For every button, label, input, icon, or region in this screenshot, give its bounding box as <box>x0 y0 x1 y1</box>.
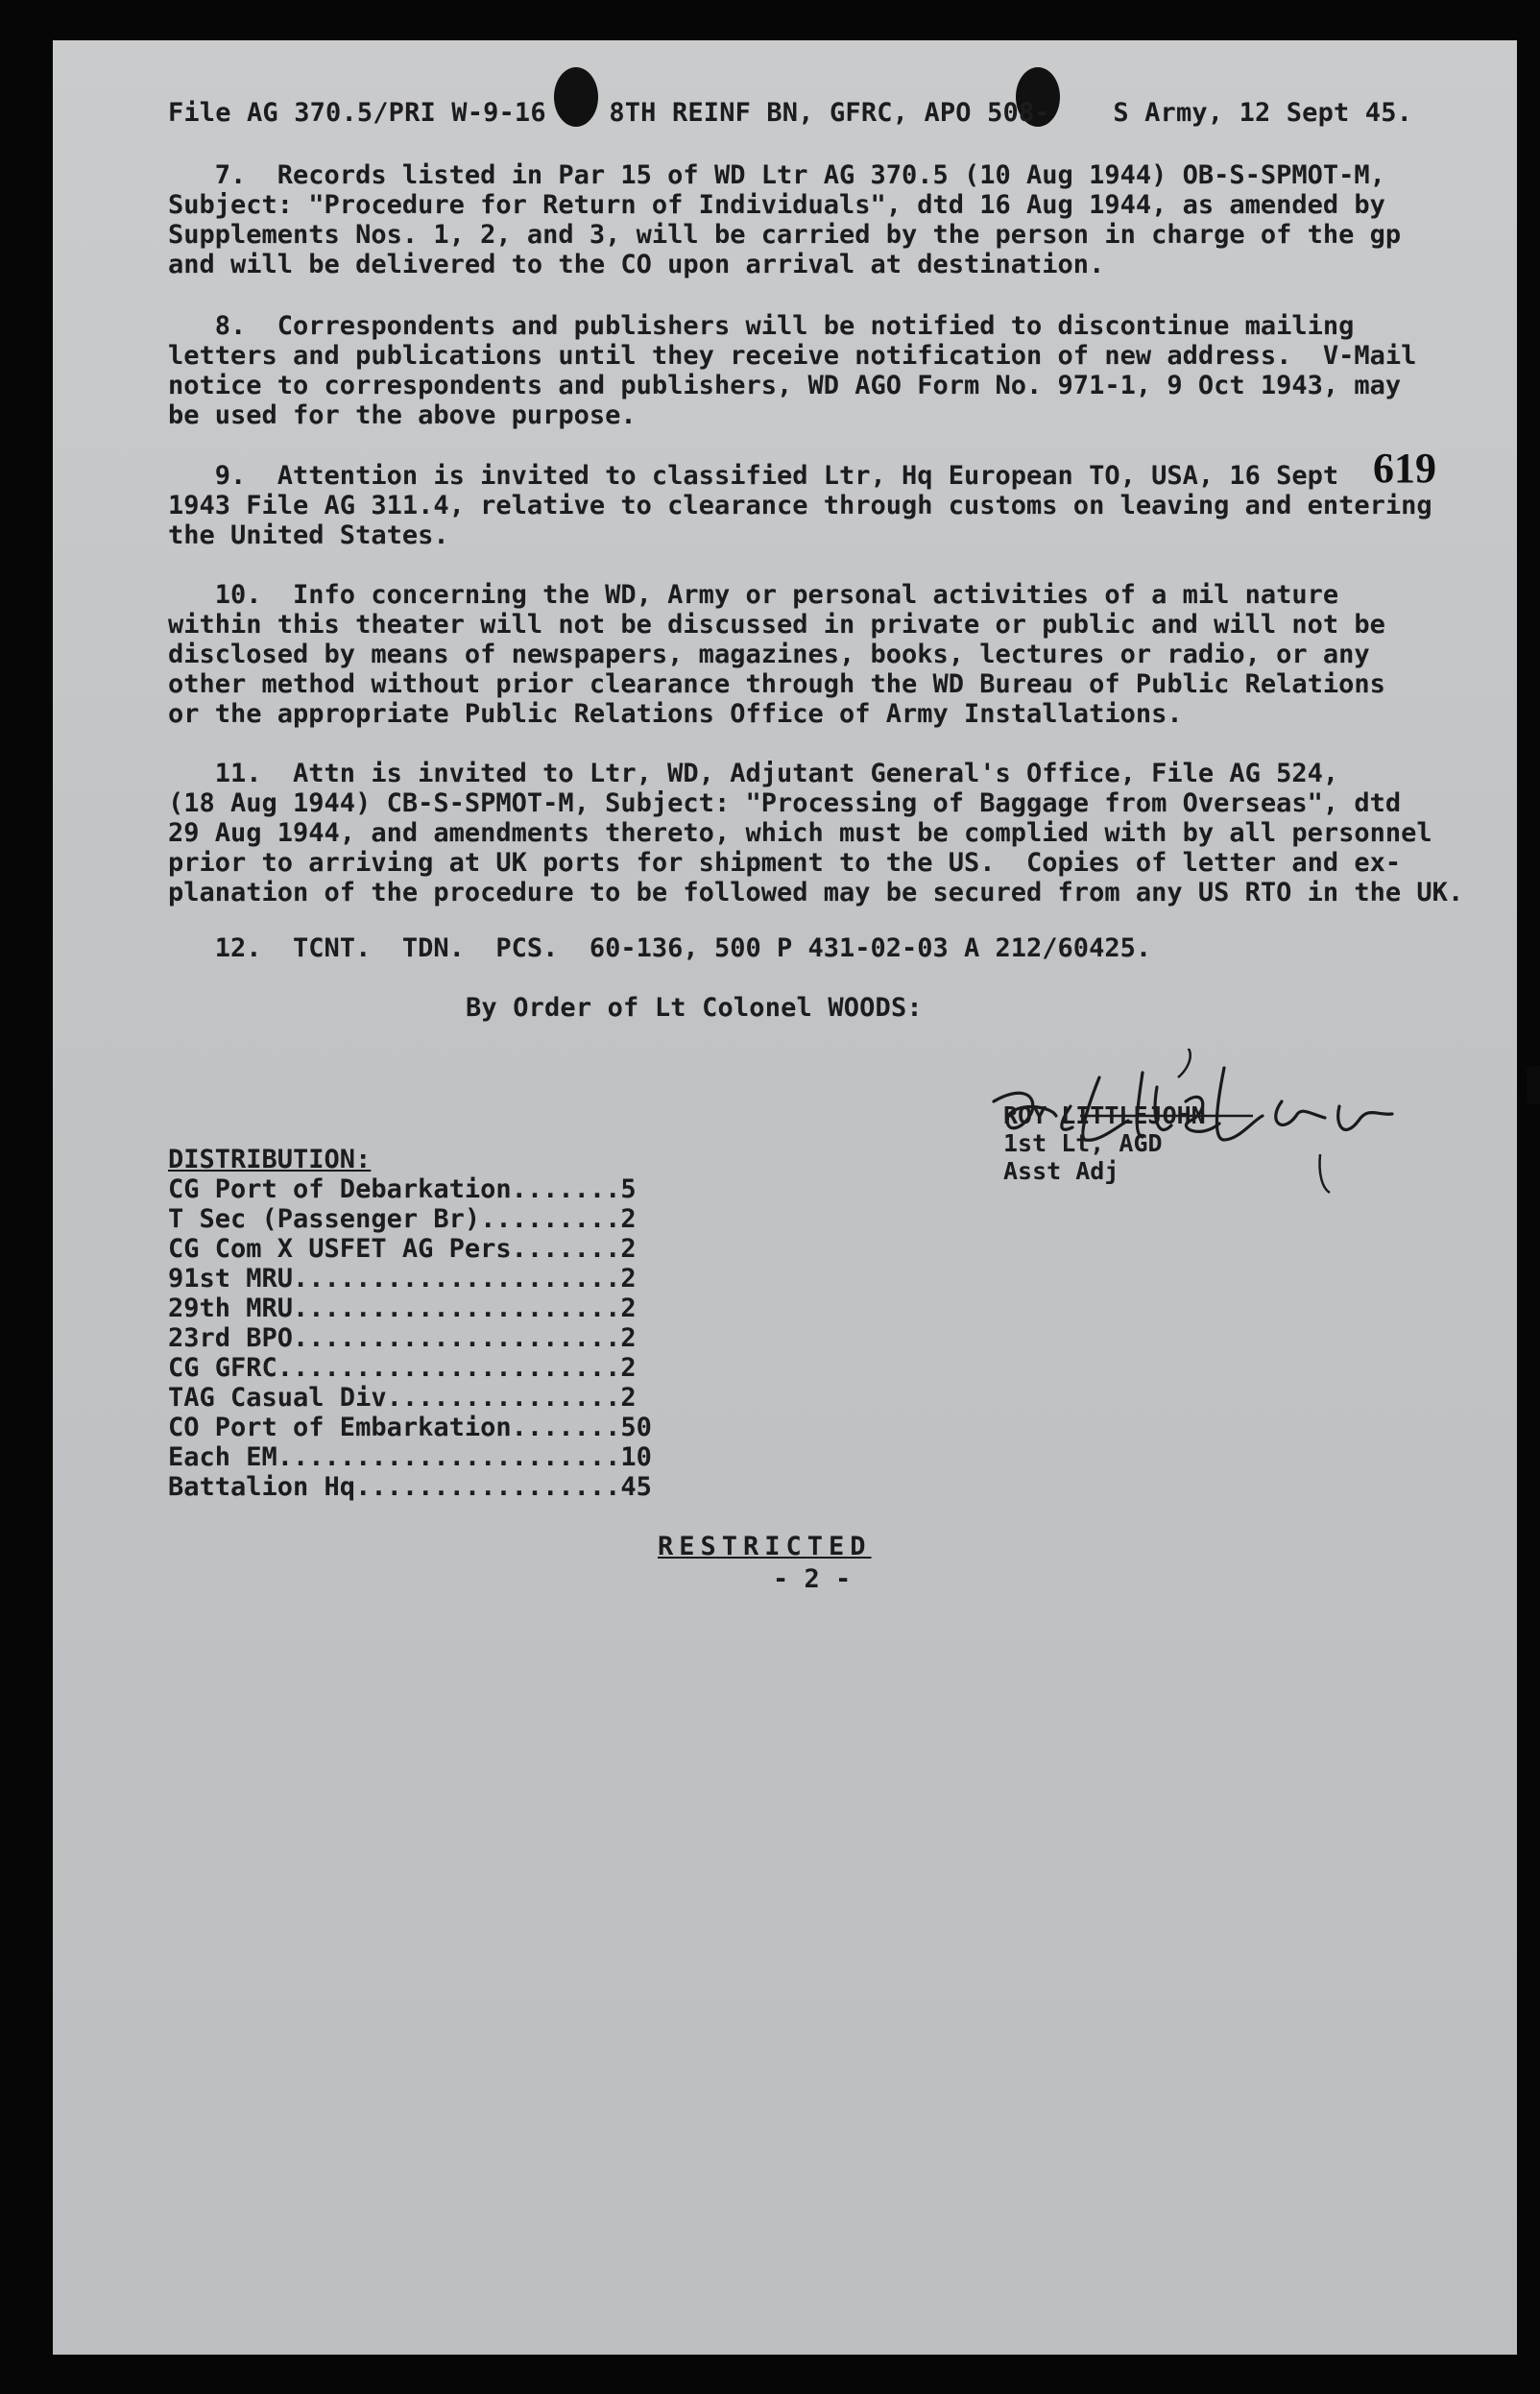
paragraph-line: 29 Aug 1944, and amendments thereto, which must be complied with by all personnel <box>168 818 1432 848</box>
file-header-line: File AG 370.5/PRI W-9-16 8TH REINF BN, GFRC, APO 508- S Army, 12 Sept 45. <box>168 98 1413 128</box>
paragraph-line: prior to arriving at UK ports for shipment to the US. Copies of letter and ex- <box>168 848 1402 878</box>
signature-block <box>965 1049 1445 1202</box>
paragraph-line: and will be delivered to the CO upon arrival at destination. <box>168 250 1105 279</box>
paragraph-line: 10. Info concerning the WD, Army or personal activities of a mil nature <box>168 580 1339 610</box>
paragraph-12 <box>168 933 1455 963</box>
distribution-row: CG Port of Debarkation.......5 <box>168 1174 637 1204</box>
paragraph-line: 9. Attention is invited to classified Ltr, Hq European TO, USA, 16 Sept <box>168 461 1339 491</box>
paragraph-11 <box>168 759 1464 907</box>
classification-marking: RESTRICTED <box>658 1532 872 1561</box>
signer-name: ROY LITTLEJOHN <box>1003 1101 1206 1129</box>
paragraph-line: 1943 File AG 311.4, relative to clearance through customs on leaving and entering <box>168 491 1432 520</box>
paragraph-8 <box>168 311 1455 430</box>
paragraph-9 <box>168 461 1455 550</box>
paragraph-10 <box>168 580 1455 729</box>
paragraph-7 <box>168 160 1455 279</box>
paragraph-line: within this theater will not be discussed in private or public and will not be <box>168 610 1385 640</box>
paragraph-line: disclosed by means of newspapers, magazines, books, lectures or radio, or any <box>168 640 1370 669</box>
distribution-row: Battalion Hq.................45 <box>168 1472 652 1502</box>
paragraph-line: be used for the above purpose. <box>168 400 637 430</box>
distribution-row: 29th MRU.....................2 <box>168 1294 637 1323</box>
paragraph-line: Supplements Nos. 1, 2, and 3, will be carried by the person in charge of the gp <box>168 220 1402 250</box>
paragraph-line: 7. Records listed in Par 15 of WD Ltr AG 370.5 (10 Aug 1944) OB-S-SPMOT-M, <box>168 160 1385 190</box>
paragraph-line: letters and publications until they receive notification of new address. V-Mail <box>168 341 1417 371</box>
distribution-row: TAG Casual Div...............2 <box>168 1383 637 1413</box>
signer-rank: 1st Lt, AGD <box>1003 1129 1163 1157</box>
distribution-row: Each EM......................10 <box>168 1442 652 1472</box>
scan-edge-mark <box>1527 1066 1540 1104</box>
distribution-row: CG Com X USFET AG Pers.......2 <box>168 1234 637 1264</box>
distribution-heading: DISTRIBUTION: <box>168 1145 372 1174</box>
page-number: - 2 - <box>773 1564 852 1594</box>
page-stamp-number: 619 <box>1373 445 1436 492</box>
paragraph-line: notice to correspondents and publishers, WD AGO Form No. 971-1, 9 Oct 1943, may <box>168 371 1402 400</box>
document-page <box>53 40 1517 2355</box>
distribution-row: T Sec (Passenger Br).........2 <box>168 1204 637 1234</box>
signer-title: Asst Adj <box>1003 1157 1119 1185</box>
order-line: By Order of Lt Colonel WOODS: <box>466 993 923 1023</box>
paragraph-line: planation of the procedure to be followed may be secured from any US RTO in the UK. <box>168 878 1464 907</box>
paragraph-line: Subject: "Procedure for Return of Individuals", dtd 16 Aug 1944, as amended by <box>168 190 1385 220</box>
paragraph-line: or the appropriate Public Relations Office of Army Installations. <box>168 699 1183 729</box>
paragraph-line: 8. Correspondents and publishers will be notified to discontinue mailing <box>168 311 1355 341</box>
distribution-list <box>168 1145 652 1502</box>
paragraph-line: 12. TCNT. TDN. PCS. 60-136, 500 P 431-02-03 A 212/60425. <box>168 933 1152 963</box>
paragraph-line: the United States. <box>168 520 449 550</box>
distribution-row: CG GFRC......................2 <box>168 1353 637 1383</box>
paragraph-line: (18 Aug 1944) CB-S-SPMOT-M, Subject: "Processing of Baggage from Overseas", dtd <box>168 788 1402 818</box>
paragraph-line: other method without prior clearance through the WD Bureau of Public Relations <box>168 669 1385 699</box>
distribution-row: 23rd BPO.....................2 <box>168 1323 637 1353</box>
distribution-row: 91st MRU.....................2 <box>168 1264 637 1294</box>
paragraph-line: 11. Attn is invited to Ltr, WD, Adjutant General's Office, File AG 524, <box>168 759 1339 788</box>
distribution-row: CO Port of Embarkation.......50 <box>168 1413 652 1442</box>
